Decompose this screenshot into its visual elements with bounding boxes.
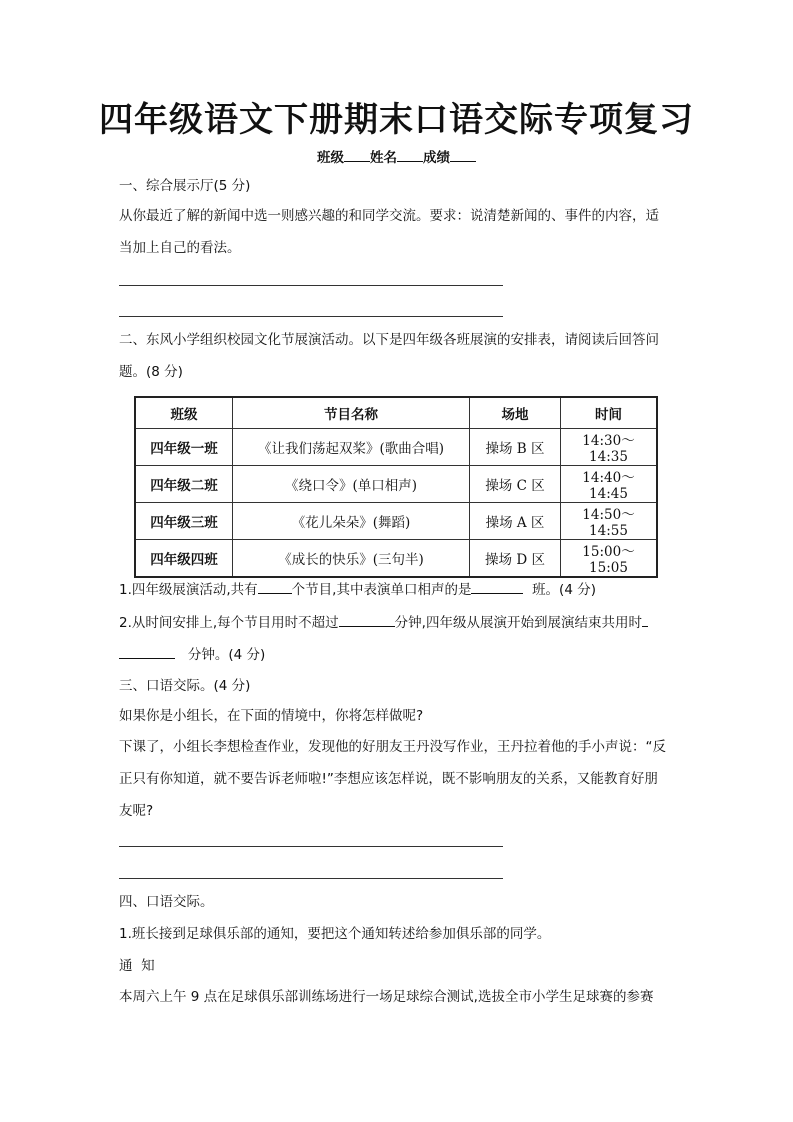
page-title: 四年级语文下册期末口语交际专项复习 <box>99 100 694 140</box>
class-cell: 四年级三班 <box>135 503 233 540</box>
program-cell: 《成长的快乐》(三句半) <box>233 540 470 578</box>
section1-text-line2: 当加上自己的看法。 <box>119 240 241 256</box>
table-header-row <box>135 397 657 429</box>
section3-story-line2: 正只有你知道，就不要告诉老师啦!”李想应该怎样说，既不影响朋友的关系，又能教育好朋 <box>119 771 658 787</box>
section3-prompt: 如果你是小组长，在下面的情境中，你将怎样做呢? <box>119 708 424 724</box>
venue-cell: 操场 B 区 <box>470 429 561 466</box>
q2-text-b: 分钟,四年级从展演开始到展演结束共用时 <box>394 615 642 631</box>
student-info-line <box>0 146 793 166</box>
notice-title: 通 知 <box>119 958 155 974</box>
name-label: 姓名 <box>370 150 397 166</box>
header-cell: 班级 <box>135 397 233 429</box>
section4-heading: 四、口语交际。 <box>119 894 214 910</box>
name-blank[interactable] <box>397 148 423 162</box>
answer-line[interactable] <box>119 285 503 286</box>
class-cell: 四年级二班 <box>135 466 233 503</box>
class-label: 班级 <box>317 150 344 166</box>
class-blank[interactable] <box>344 148 370 162</box>
notice-text-line1: 本周六上午 9 点在足球俱乐部训练场进行一场足球综合测试,选拔全市小学生足球赛的参赛 <box>119 989 654 1005</box>
q2-blank-edge <box>642 613 648 627</box>
q1-text-b: 个节目,其中表演单口相声的是 <box>291 582 472 598</box>
q1-text-a: 1.四年级展演活动,共有 <box>119 582 258 598</box>
question-1 <box>119 580 596 599</box>
program-cell: 《花儿朵朵》(舞蹈) <box>233 503 470 540</box>
answer-line[interactable] <box>119 846 503 847</box>
program-cell: 《让我们荡起双桨》(歌曲合唱) <box>233 429 470 466</box>
q1-blank-class[interactable] <box>471 580 523 594</box>
question-2-continued <box>119 645 265 664</box>
section1-heading: 一、综合展示厅(5 分) <box>119 178 251 194</box>
venue-cell: 操场 D 区 <box>470 540 561 578</box>
time-cell: 14:50～14:55 <box>561 503 658 540</box>
section3-heading: 三、口语交际。(4 分) <box>119 678 251 694</box>
class-cell: 四年级一班 <box>135 429 233 466</box>
q2-blank-minutes[interactable] <box>339 613 395 627</box>
answer-line[interactable] <box>119 316 503 317</box>
table-row <box>135 540 657 578</box>
q2-blank-total[interactable] <box>119 645 175 659</box>
q1-text-c: 班。(4 分) <box>532 582 596 598</box>
q2-text-c: 分钟。(4 分) <box>187 647 266 663</box>
class-cell: 四年级四班 <box>135 540 233 578</box>
answer-line[interactable] <box>119 878 503 879</box>
venue-cell: 操场 C 区 <box>470 466 561 503</box>
time-cell: 14:30～14:35 <box>561 429 658 466</box>
table-row <box>135 503 657 540</box>
time-cell: 14:40～14:45 <box>561 466 658 503</box>
table-row <box>135 429 657 466</box>
table-row <box>135 466 657 503</box>
q2-text-a: 2.从时间安排上,每个节目用时不超过 <box>119 615 339 631</box>
section2-heading-line2: 题。(8 分) <box>119 364 183 380</box>
score-label: 成绩 <box>423 150 450 166</box>
section2-heading-line1: 二、东风小学组织校园文化节展演活动。以下是四年级各班展演的安排表，请阅读后回答问 <box>119 332 659 348</box>
section3-story-line1: 下课了，小组长李想检查作业，发现他的好朋友王丹没写作业，王丹拉着他的手小声说：“反 <box>119 739 666 755</box>
header-cell: 场地 <box>470 397 561 429</box>
header-cell: 节目名称 <box>233 397 470 429</box>
section3-story-line3: 友呢? <box>119 803 154 819</box>
program-cell: 《绕口令》(单口相声) <box>233 466 470 503</box>
score-blank[interactable] <box>450 148 476 162</box>
time-cell: 15:00～15:05 <box>561 540 658 578</box>
schedule-table <box>134 396 658 578</box>
header-cell: 时间 <box>561 397 658 429</box>
section4-question-1: 1.班长接到足球俱乐部的通知，要把这个通知转述给参加俱乐部的同学。 <box>119 926 551 942</box>
section1-text-line1: 从你最近了解的新闻中选一则感兴趣的和同学交流。要求：说清楚新闻的、事件的内容，适 <box>119 208 659 224</box>
question-2 <box>119 613 648 632</box>
q1-blank-count[interactable] <box>258 580 292 594</box>
venue-cell: 操场 A 区 <box>470 503 561 540</box>
